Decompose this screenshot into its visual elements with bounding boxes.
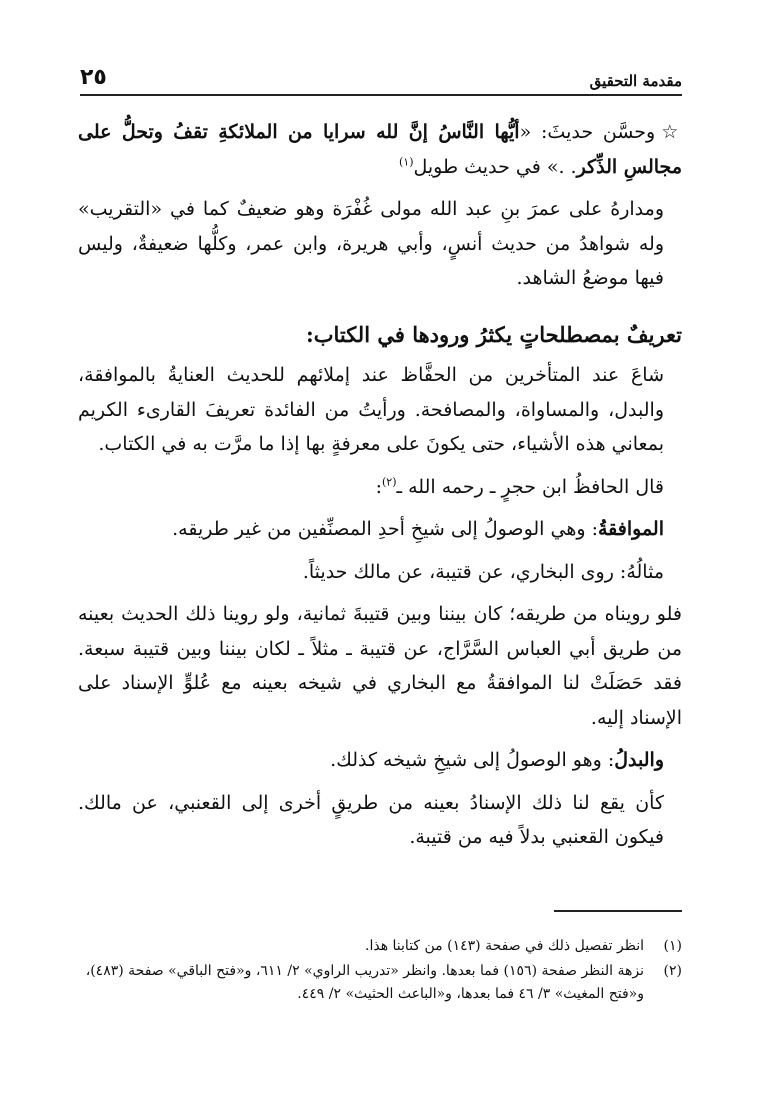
footnote-2 [78, 960, 682, 1006]
hadith-intro: وحسَّن حديثَ: « [519, 121, 656, 143]
paragraph-quote [78, 470, 682, 505]
footnote-text: انظر تفصيل ذلك في صفحة (١٤٣) من كتابنا هذا. [365, 938, 644, 954]
footnotes [78, 935, 682, 1008]
term-badal: والبدلُ [614, 749, 664, 771]
quote-intro: قال الحافظُ ابن حجرٍ ـ رحمه الله ـ [396, 475, 664, 498]
paragraph-hadith [78, 115, 682, 184]
quote-colon: : [375, 475, 382, 498]
section-heading: تعريفٌ بمصطلحاتٍ يكثرُ ورودها في الكتاب: [305, 321, 682, 347]
running-header [80, 60, 682, 96]
paragraph-muwafaqa [78, 512, 682, 547]
footnote-divider [554, 910, 682, 912]
star-icon: ☆ [661, 121, 682, 143]
footnote-number: (١) [663, 938, 682, 954]
hadith-suffix: . .» في حديث طويل [413, 155, 577, 178]
term-muwafaqa: الموافقةُ [597, 518, 664, 540]
paragraph-intro: شاعَ عند المتأخرين من الحفَّاظ عند إملائهم للحديث العنايةُ بالموافقة، والبدل، والمساواة، والمصافحة. ورأيتُ من الفائدة تعريفَ القارىء الكريم بمعاني هذه الأشياء، حتى يكونَ على معرفةٍ بها إذا ما مرَّت به في الكتاب. [78, 364, 664, 455]
footnote-ref-2[interactable]: (٢) [382, 475, 397, 489]
footnote-text: نزهة النظر صفحة (١٥٦) فما بعدها. وانظر «تدريب الراوي» ٢/ ٦١١، و«فتح الباقي» صفحة (٤٨٣)، و«فتح المغيث» ٣/ ٤٦ فما بعدها، و«الباعث الحثيث» ٢/ ٤٤٩. [85, 963, 644, 1002]
paragraph-chain: ومدارهُ على عمرَ بنِ عبد الله مولى غُفْرَة وهو ضعيفٌ كما في «التقريب» وله شواهدُ من حديث أنسٍ، وأبي هريرة، وابن عمر، وكلُّها ضعيفةٌ، وليس فيها موضعُ الشاهد. [78, 198, 664, 289]
hadith-text: أيُّها النَّاسُ إنَّ لله سرايا من الملائكةِ تقفُ وتحلُّ على مجالسِ الذِّكر [78, 121, 682, 178]
paragraph-explanation: فلو رويناه من طريقه؛ كان بيننا وبين قتيبةَ ثمانية، ولو روينا ذلك الحديث بعينه من طريق أبي العباس السَّرَّاج، عن قتيبة ـ مثلاً ـ لكان بيننا وبين قتيبة سبعة. فقد حَصَلَتْ لنا الموافقةُ مع البخاري في شيخه بعينه مع عُلوٍّ الإسناد على الإسناد إليه. [78, 603, 682, 729]
section-title: مقدمة التحقيق [589, 72, 682, 90]
definition-badal: : وهو الوصولُ إلى شيخِ شيخه كذلك. [330, 749, 615, 771]
page-number: ٢٥ [80, 65, 107, 90]
main-text [78, 115, 682, 863]
footnote-1 [78, 935, 682, 958]
footnote-number: (٢) [663, 963, 682, 979]
footnote-ref-1[interactable]: (١) [398, 155, 414, 169]
paragraph-badal [78, 743, 682, 778]
paragraph-badal-example: كأن يقع لنا ذلك الإسنادُ بعينه من طريقٍ أخرى إلى القعنبي، عن مالك. فيكون القعنبي بدلاً فيه من قتيبة. [78, 791, 664, 848]
paragraph-example: مثالُهُ: روى البخاري، عن قتيبة، عن مالك حديثاً. [302, 560, 664, 583]
definition-muwafaqa: : وهي الوصولُ إلى شيخِ أحدِ المصنِّفين من غير طريقه. [172, 518, 598, 540]
